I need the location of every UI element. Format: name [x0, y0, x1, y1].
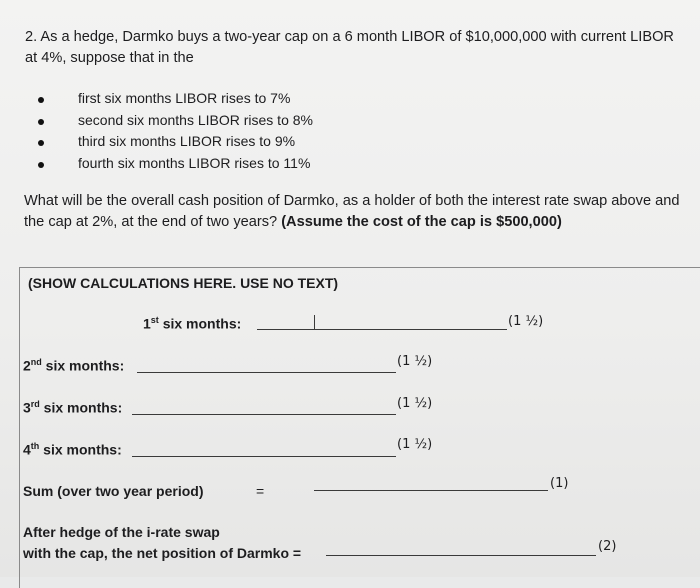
- answer-line-third[interactable]: [132, 414, 396, 415]
- net-position-label-line2: with the cap, the net position of Darmko =: [23, 545, 302, 561]
- answer-line-net[interactable]: [326, 555, 596, 556]
- bullet-dot-icon: [38, 119, 44, 125]
- question-prompt: What will be the overall cash position of Darmko, as a holder of both the interest rate swap above and the cap at 2%, at the end of two years? (Assume the cost of the cap is $500,000): [24, 193, 680, 230]
- answer-line-second[interactable]: [137, 372, 396, 373]
- points-sum: (1): [550, 476, 569, 491]
- list-item: fourth six months LIBOR rises to 11%: [38, 153, 313, 175]
- bullet-dot-icon: [38, 97, 44, 103]
- row-label-second-six-months: 2nd six months:: [23, 357, 125, 374]
- row-label-fourth-six-months: 4th six months:: [23, 441, 122, 458]
- sum-label: Sum (over two year period): [23, 483, 204, 499]
- list-item: second six months LIBOR rises to 8%: [38, 110, 313, 132]
- answer-line-first[interactable]: [257, 329, 507, 330]
- points-third: (1 ½): [397, 396, 433, 411]
- cursor-mark: [314, 315, 315, 329]
- answer-box-title: (SHOW CALCULATIONS HERE. USE NO TEXT): [28, 275, 339, 291]
- net-position-label-line1: After hedge of the i-rate swap: [23, 524, 220, 540]
- row-label-third-six-months: 3rd six months:: [23, 399, 123, 416]
- answer-line-fourth[interactable]: [132, 456, 396, 457]
- cap-cost-note: (Assume the cost of the cap is $500,000): [281, 214, 562, 230]
- list-item: first six months LIBOR rises to 7%: [38, 88, 313, 110]
- points-second: (1 ½): [397, 354, 433, 369]
- libor-bullet-list: [38, 88, 313, 174]
- points-first: (1 ½): [508, 314, 544, 329]
- row-label-first-six-months: 1st six months:: [143, 315, 242, 332]
- question-intro: 2. As a hedge, Darmko buys a two-year cap on a 6 month LIBOR of $10,000,000 with current LIBOR at 4%, suppose that in the: [25, 29, 674, 66]
- points-net: (2): [598, 539, 617, 554]
- points-fourth: (1 ½): [397, 437, 433, 452]
- bullet-dot-icon: [38, 162, 44, 168]
- bullet-dot-icon: [38, 140, 44, 146]
- answer-line-sum[interactable]: [314, 490, 548, 491]
- sum-equals-sign: =: [256, 483, 265, 499]
- list-item: third six months LIBOR rises to 9%: [38, 131, 313, 153]
